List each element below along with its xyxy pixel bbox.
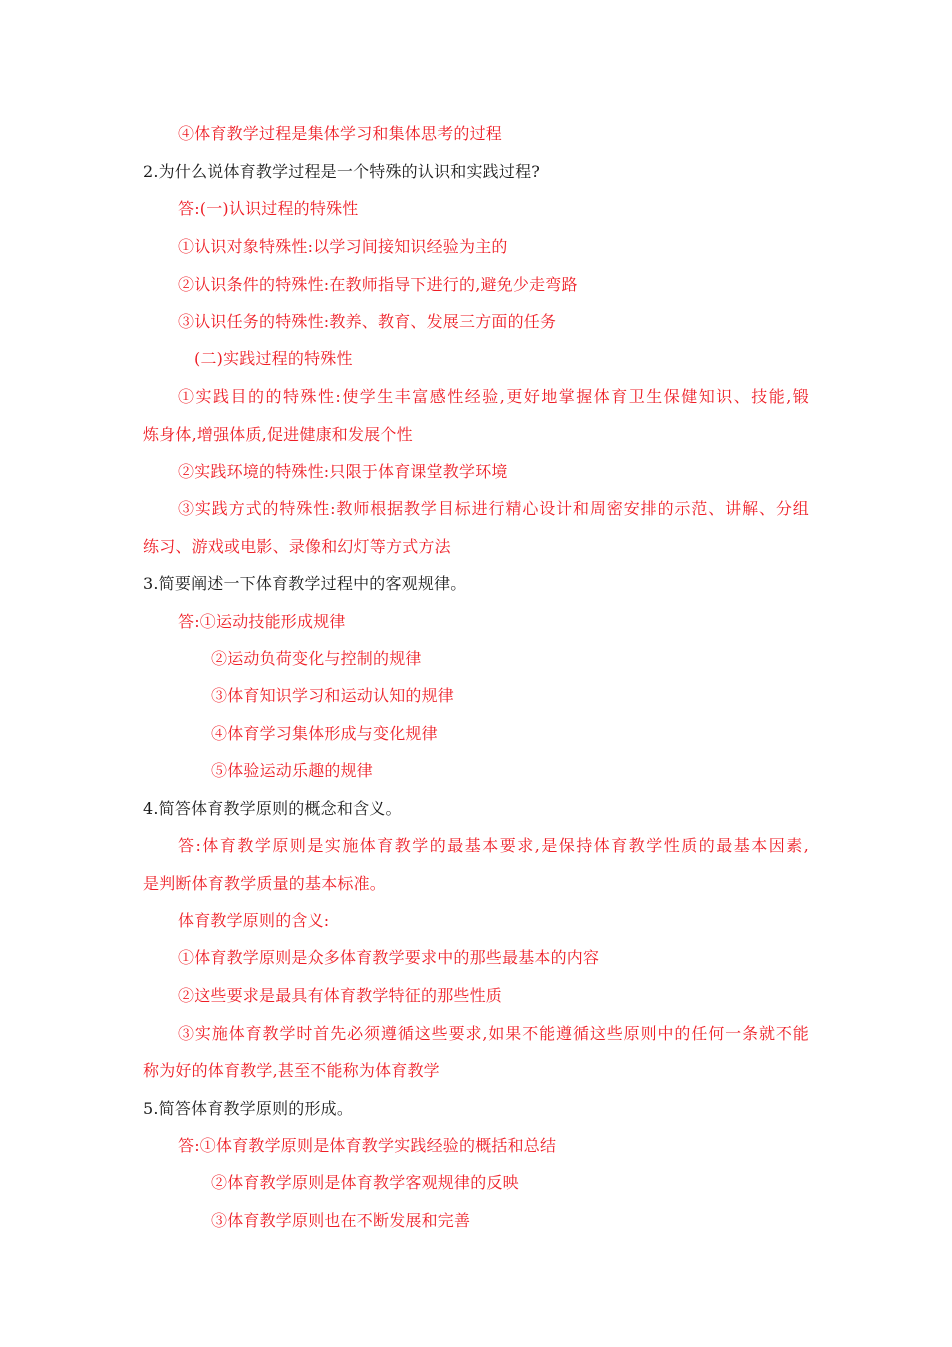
answer-line: ①体育教学原则是众多体育教学要求中的那些最基本的内容 — [178, 948, 600, 967]
answer-line: ①实践目的的特殊性:使学生丰富感性经验,更好地掌握体育卫生保健知识、技能,锻 — [178, 387, 809, 406]
answer-line: 是判断体育教学质量的基本标准。 — [143, 874, 387, 893]
answer-line: ②认识条件的特殊性:在教师指导下进行的,避免少走弯路 — [178, 275, 578, 294]
answer-line: ④体育教学过程是集体学习和集体思考的过程 — [178, 124, 503, 143]
answer-line: 体育教学原则的含义: — [178, 911, 330, 930]
answer-line: ③实施体育教学时首先必须遵循这些要求,如果不能遵循这些原则中的任何一条就不能 — [178, 1024, 809, 1043]
answer-line: 称为好的体育教学,甚至不能称为体育教学 — [143, 1061, 440, 1080]
answer-line: 答:体育教学原则是实施体育教学的最基本要求,是保持体育教学性质的最基本因素, — [178, 836, 809, 855]
question-4: 4.简答体育教学原则的概念和含义。 — [143, 799, 402, 818]
question-5: 5.简答体育教学原则的形成。 — [143, 1099, 354, 1118]
answer-line: ③体育知识学习和运动认知的规律 — [211, 686, 455, 705]
answer-line: ②实践环境的特殊性:只限于体育课堂教学环境 — [178, 462, 508, 481]
answer-line: ①认识对象特殊性:以学习间接知识经验为主的 — [178, 237, 508, 256]
answer-line: ③体育教学原则也在不断发展和完善 — [211, 1211, 471, 1230]
question-2: 2.为什么说体育教学过程是一个特殊的认识和实践过程? — [143, 162, 541, 181]
answer-line: ③认识任务的特殊性:教养、教育、发展三方面的任务 — [178, 312, 557, 331]
answer-line: ③实践方式的特殊性:教师根据教学目标进行精心设计和周密安排的示范、讲解、分组 — [178, 499, 809, 518]
answer-line: ④体育学习集体形成与变化规律 — [211, 724, 438, 743]
answer-line: ②运动负荷变化与控制的规律 — [211, 649, 422, 668]
answer-line: 炼身体,增强体质,促进健康和发展个性 — [143, 425, 413, 444]
answer-line: 练习、游戏或电影、录像和幻灯等方式方法 — [143, 537, 451, 556]
answer-line: ②这些要求是最具有体育教学特征的那些性质 — [178, 986, 503, 1005]
question-3: 3.简要阐述一下体育教学过程中的客观规律。 — [143, 574, 467, 593]
answer-line: ②体育教学原则是体育教学客观规律的反映 — [211, 1173, 519, 1192]
answer-line: 答:①体育教学原则是体育教学实践经验的概括和总结 — [178, 1136, 557, 1155]
answer-line: (二)实践过程的特殊性 — [194, 349, 353, 368]
answer-line: ⑤体验运动乐趣的规律 — [211, 761, 374, 780]
answer-line: 答:①运动技能形成规律 — [178, 612, 346, 631]
answer-line: 答:(一)认识过程的特殊性 — [178, 199, 359, 218]
